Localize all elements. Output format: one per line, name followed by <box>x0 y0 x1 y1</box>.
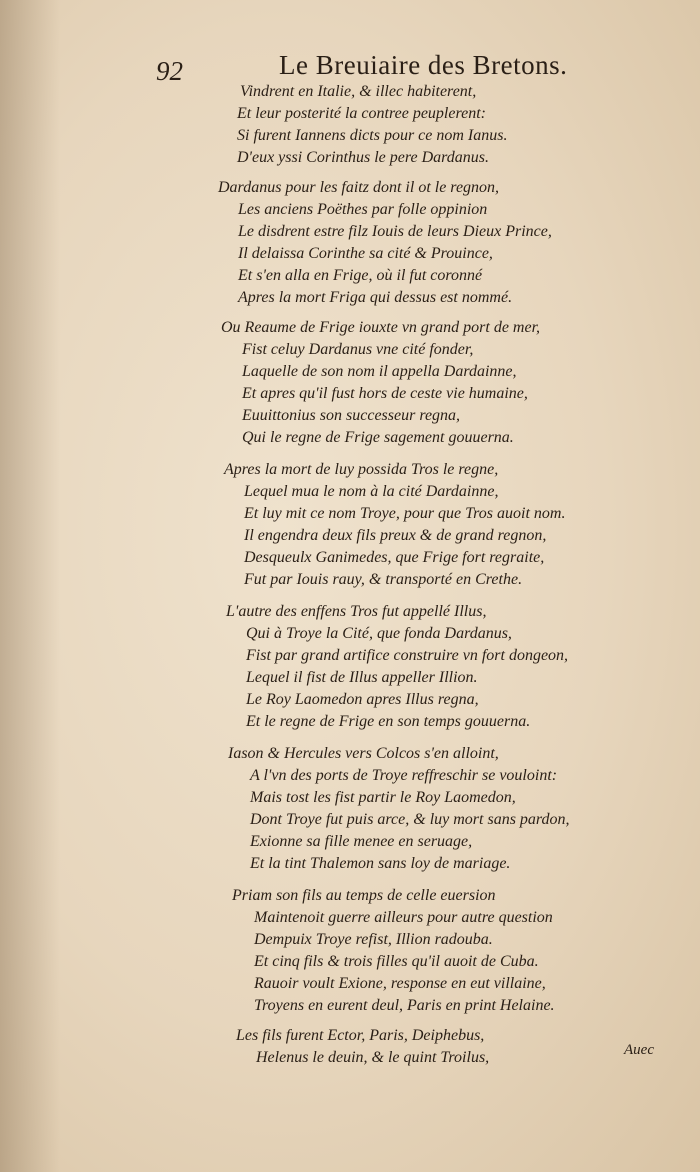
verse-line: Laquelle de son nom il appella Dardainne, <box>242 363 517 380</box>
verse-line: Si furent Iannens dicts pour ce nom Ianus. <box>237 127 508 144</box>
verse-line: Troyens en eurent deul, Paris en print Helaine. <box>254 997 555 1014</box>
verse-line: Le disdrent estre filz Iouis de leurs Dieux Prince, <box>238 223 552 240</box>
catchword: Auec <box>624 1042 654 1058</box>
verse-line: Il delaissa Corinthe sa cité & Prouince, <box>238 245 493 262</box>
verse-line: Fist par grand artifice construire vn fort dongeon, <box>246 647 569 664</box>
verse-line: Euuittonius son successeur regna, <box>242 407 461 424</box>
verse-line: Qui le regne de Frige sagement gouuerna. <box>242 429 514 446</box>
verse-line: Exionne sa fille menee en seruage, <box>250 833 473 850</box>
verse-line: Mais tost les fist partir le Roy Laomedon, <box>250 789 516 806</box>
page-edge-shadow <box>0 0 60 1172</box>
verse-line: Ou Reaume de Frige iouxte vn grand port de mer, <box>221 319 541 336</box>
verse-line: Apres la mort Friga qui dessus est nommé. <box>238 289 513 306</box>
verse-line: Les fils furent Ector, Paris, Deiphebus, <box>236 1027 485 1044</box>
verse-line: Et cinq fils & trois filles qu'il auoit de Cuba. <box>254 953 539 970</box>
verse-line: Iason & Hercules vers Colcos s'en alloint, <box>228 745 499 762</box>
verse-line: Dont Troye fut puis arce, & luy mort sans pardon, <box>250 811 570 828</box>
verse-line: Les anciens Poëthes par folle oppinion <box>238 201 488 218</box>
verse-line: Fut par Iouis rauy, & transporté en Crethe. <box>244 571 523 588</box>
verse-line: Vindrent en Italie, & illec habiterent, <box>240 83 477 100</box>
verse-line: Helenus le deuin, & le quint Troilus, <box>256 1049 490 1066</box>
page-number: 92 <box>156 56 183 86</box>
verse-line: L'autre des enffens Tros fut appellé Illus, <box>226 603 487 620</box>
verse-line: A l'vn des ports de Troye reffreschir se vouloint: <box>250 767 558 784</box>
verse-line: Rauoir voult Exione, response en eut villaine, <box>254 975 546 992</box>
verse-line: Et le regne de Frige en son temps gouuerna. <box>246 713 531 730</box>
verse-line: Lequel il fist de Illus appeller Illion. <box>246 669 478 686</box>
running-head: Le Breuiaire des Bretons. <box>279 50 568 80</box>
verse-line: D'eux yssi Corinthus le pere Dardanus. <box>237 149 489 166</box>
verse-line: Dardanus pour les faitz dont il ot le regnon, <box>218 179 500 196</box>
verse-line: Maintenoit guerre ailleurs pour autre question <box>254 909 553 926</box>
verse-line: Apres la mort de luy possida Tros le regne, <box>224 461 499 478</box>
verse-line: Fist celuy Dardanus vne cité fonder, <box>242 341 474 358</box>
verse-line: Priam son fils au temps de celle euersion <box>232 887 496 904</box>
verse-line: Qui à Troye la Cité, que fonda Dardanus, <box>246 625 512 642</box>
verse-line: Desqueulx Ganimedes, que Frige fort regraite, <box>244 549 545 566</box>
verse-line: Dempuix Troye refist, Illion radouba. <box>254 931 493 948</box>
verse-line: Et leur posterité la contree peuplerent: <box>237 105 486 122</box>
verse-line: Et s'en alla en Frige, où il fut coronné <box>238 267 483 284</box>
verse-line: Et luy mit ce nom Troye, pour que Tros auoit nom. <box>244 505 566 522</box>
verse-line: Il engendra deux fils preux & de grand regnon, <box>244 527 547 544</box>
verse-line: Le Roy Laomedon apres Illus regna, <box>246 691 479 708</box>
verse-line: Et la tint Thalemon sans loy de mariage. <box>250 855 511 872</box>
verse-line: Lequel mua le nom à la cité Dardainne, <box>244 483 499 500</box>
verse-line: Et apres qu'il fust hors de ceste vie humaine, <box>242 385 528 402</box>
